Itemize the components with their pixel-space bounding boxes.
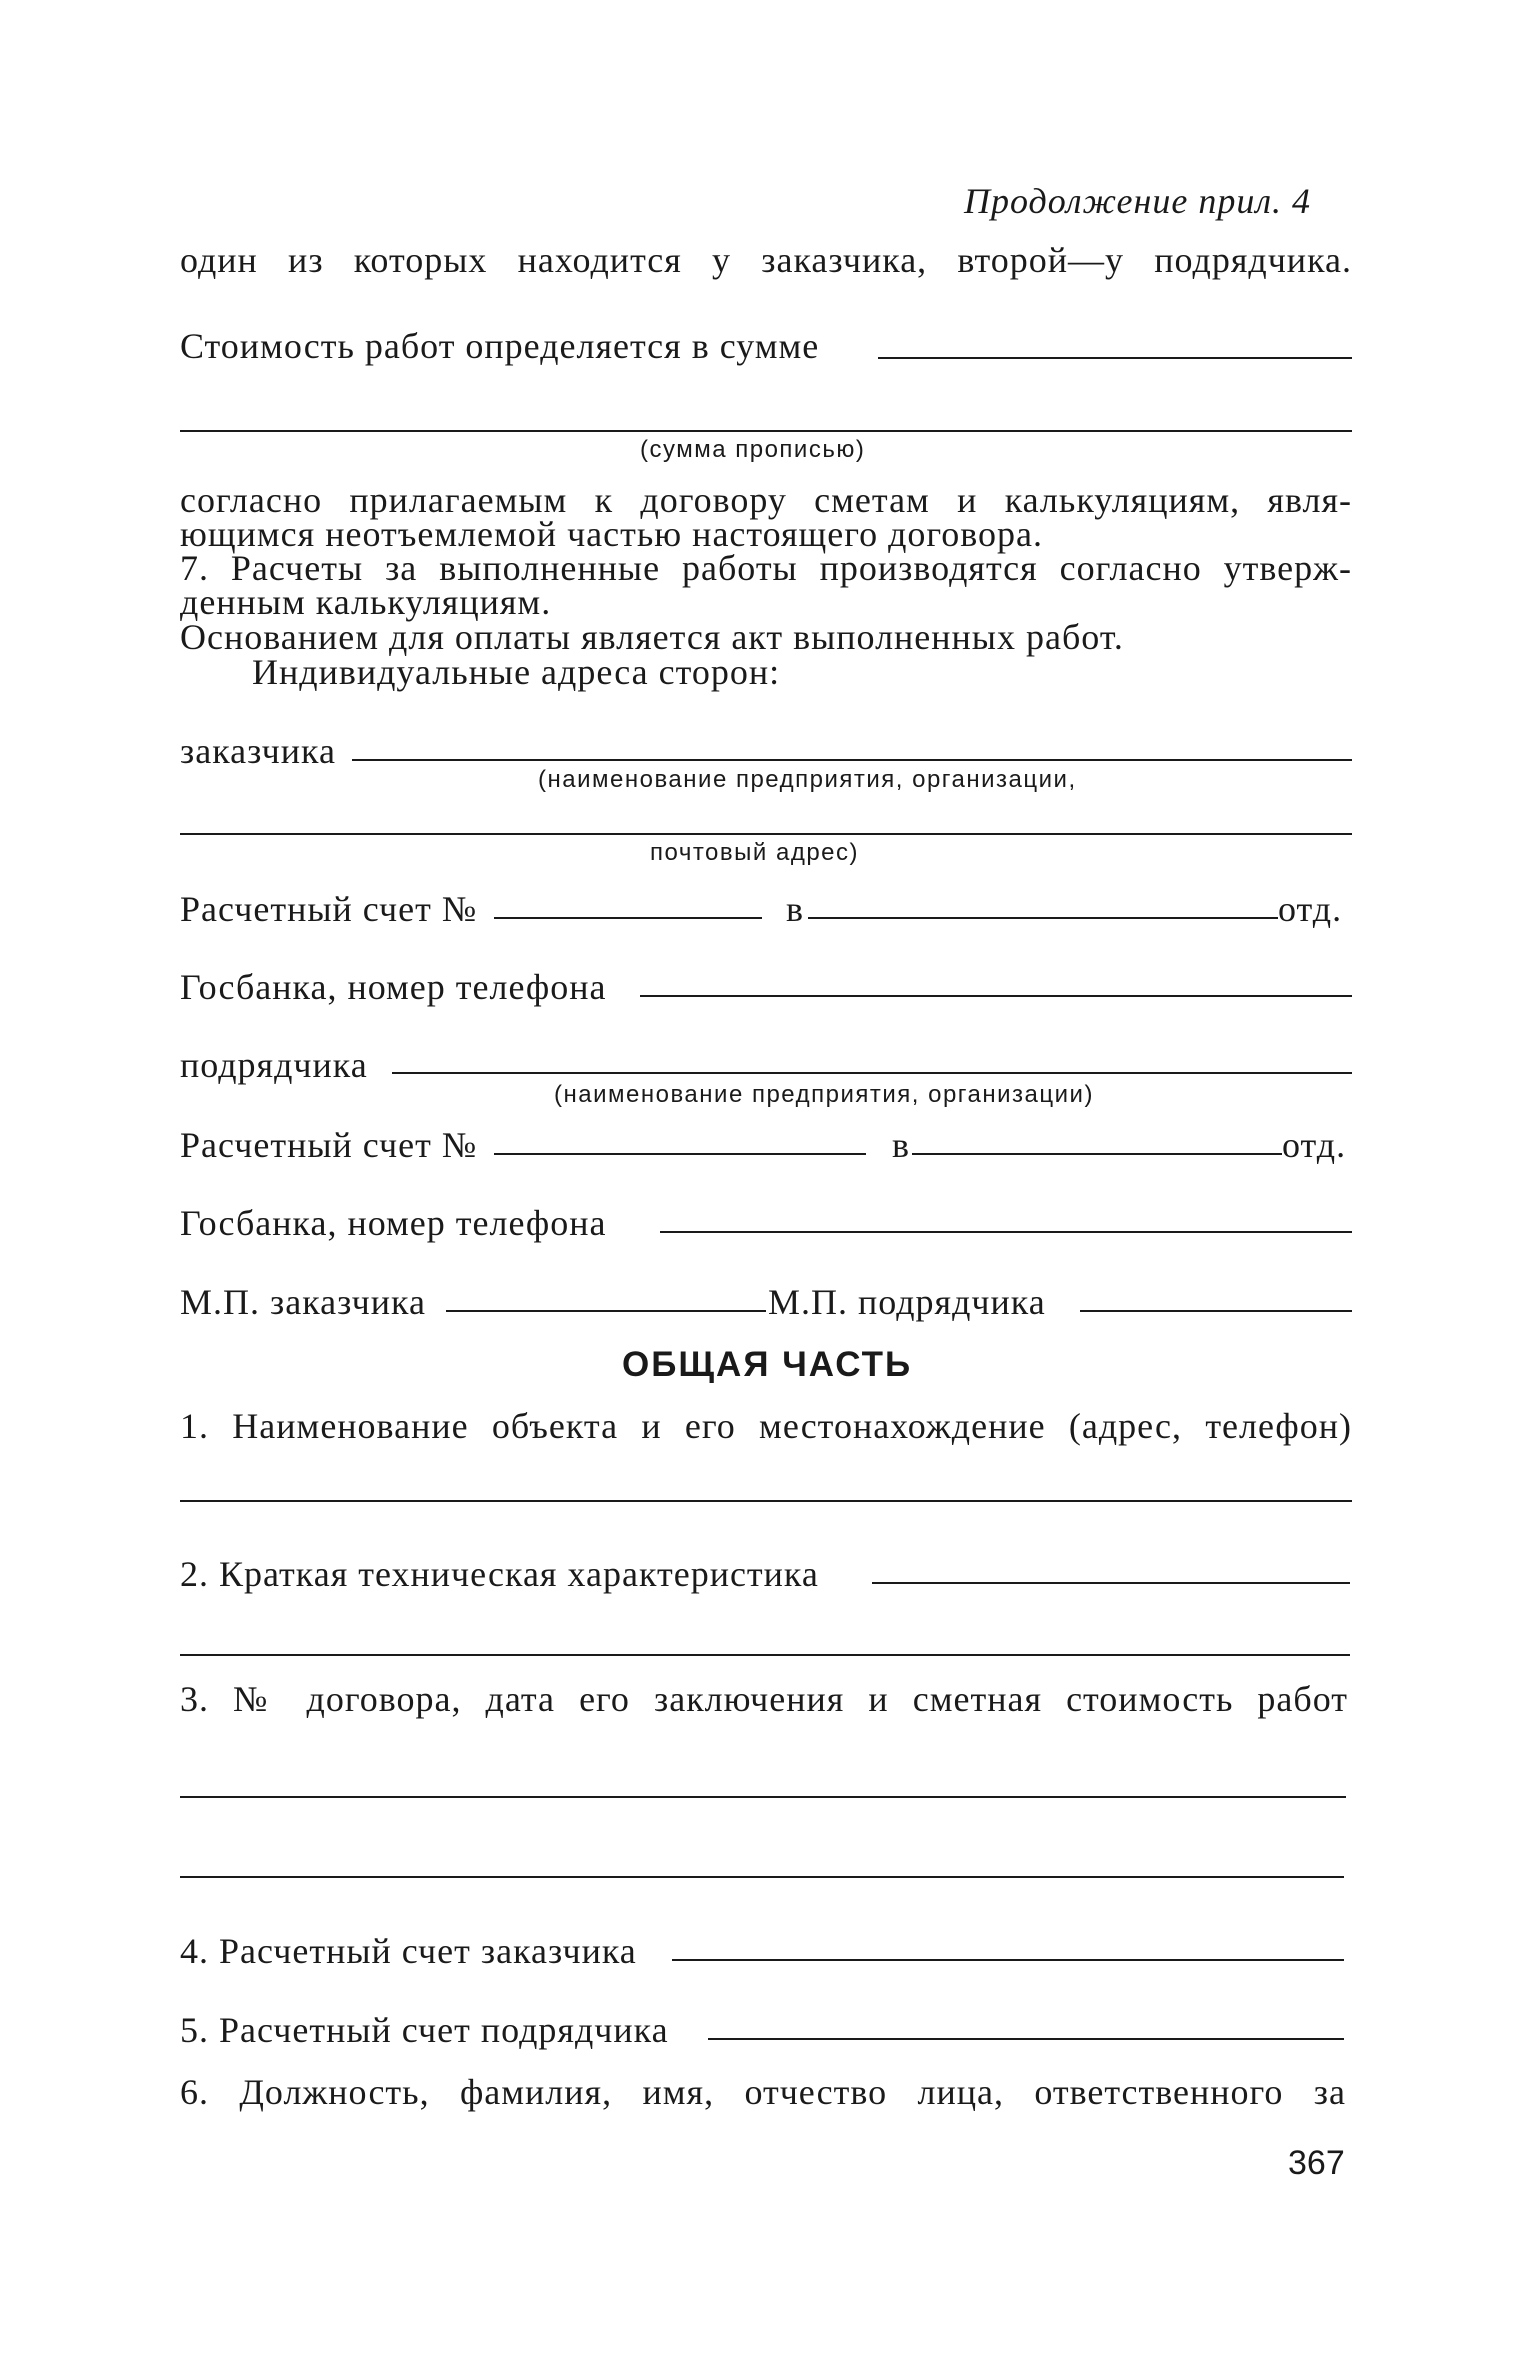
customer-address-line[interactable] <box>180 833 1352 835</box>
intro-line: один из которых находится у заказчика, второй—у подрядчика. <box>180 240 1352 280</box>
contractor-in-label: в <box>892 1125 910 1165</box>
customer-in-label: в <box>786 889 804 929</box>
general-item-4-line[interactable] <box>672 1959 1344 1961</box>
paragraph-line-5: Основанием для оплаты является акт выполненных работ. <box>180 617 1124 657</box>
contractor-account-line[interactable] <box>494 1153 866 1155</box>
general-item-5-line[interactable] <box>708 2038 1344 2040</box>
general-item-4: 4. Расчетный счет заказчика <box>180 1931 637 1971</box>
general-item-6: 6. Должность, фамилия, имя, отчество лица, ответственного за <box>180 2072 1346 2112</box>
continuation-header: Продолжение прил. 4 <box>964 181 1312 221</box>
paragraph-line-1: согласно прилагаемым к договору сметам и калькуляциям, явля- <box>180 480 1352 520</box>
general-item-3: 3. № договора, дата его заключения и сметная стоимость работ <box>180 1679 1348 1719</box>
contractor-name-line[interactable] <box>392 1072 1352 1074</box>
cost-caption: (сумма прописью) <box>640 436 866 463</box>
customer-dept-label: отд. <box>1278 889 1343 929</box>
customer-account-label: Расчетный счет № <box>180 889 478 929</box>
customer-stamp-label: М.П. заказчика <box>180 1282 426 1322</box>
customer-caption-2: почтовый адрес) <box>650 839 860 866</box>
customer-caption-1: (наименование предприятия, организации, <box>538 766 1077 793</box>
contractor-dept-label: отд. <box>1282 1125 1347 1165</box>
section-title: ОБЩАЯ ЧАСТЬ <box>622 1345 913 1384</box>
page-number: 367 <box>1288 2144 1345 2182</box>
contractor-caption: (наименование предприятия, организации) <box>554 1081 1094 1108</box>
contractor-bank-label: Госбанка, номер телефона <box>180 1203 607 1243</box>
general-item-2-line-b[interactable] <box>180 1654 1350 1656</box>
customer-account-line[interactable] <box>494 917 762 919</box>
contractor-stamp-line[interactable] <box>1080 1310 1352 1312</box>
cost-label: Стоимость работ определяется в сумме <box>180 326 820 366</box>
contractor-account-label: Расчетный счет № <box>180 1125 478 1165</box>
paragraph-line-6: Индивидуальные адреса сторон: <box>252 652 781 692</box>
contractor-stamp-label: М.П. подрядчика <box>768 1282 1046 1322</box>
general-item-2: 2. Краткая техническая характеристика <box>180 1554 819 1594</box>
customer-phone-line[interactable] <box>640 995 1352 997</box>
customer-bank-branch-line[interactable] <box>808 917 1278 919</box>
customer-label: заказчика <box>180 731 336 771</box>
general-item-5: 5. Расчетный счет подрядчика <box>180 2010 669 2050</box>
general-item-1: 1. Наименование объекта и его местонахождение (адрес, телефон) <box>180 1406 1352 1446</box>
customer-stamp-line[interactable] <box>446 1310 766 1312</box>
paragraph-line-4: денным калькуляциям. <box>180 582 552 622</box>
contractor-phone-line[interactable] <box>660 1231 1352 1233</box>
paragraph-line-3: 7. Расчеты за выполненные работы производятся согласно утверж- <box>180 548 1352 588</box>
customer-name-line[interactable] <box>352 759 1352 761</box>
general-item-1-line[interactable] <box>180 1500 1352 1502</box>
contractor-bank-branch-line[interactable] <box>912 1153 1282 1155</box>
general-item-3-line-b[interactable] <box>180 1876 1344 1878</box>
paragraph-line-2: ющимся неотъемлемой частью настоящего договора. <box>180 514 1044 554</box>
contractor-label: подрядчика <box>180 1045 368 1085</box>
cost-amount-line[interactable] <box>878 357 1352 359</box>
general-item-2-line-a[interactable] <box>872 1582 1350 1584</box>
cost-words-line[interactable] <box>180 430 1352 432</box>
customer-bank-label: Госбанка, номер телефона <box>180 967 607 1007</box>
general-item-3-line-a[interactable] <box>180 1796 1346 1798</box>
